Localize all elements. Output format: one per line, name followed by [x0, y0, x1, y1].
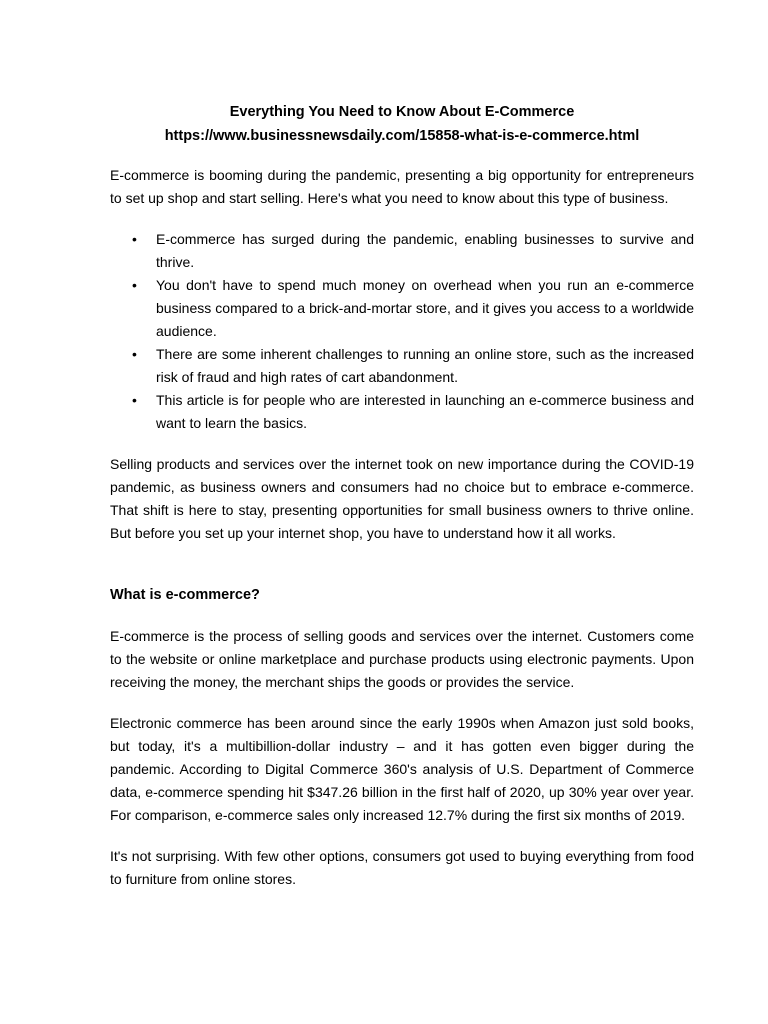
- document-page: [110, 100, 694, 909]
- list-item-text: This article is for people who are interested in launching an e-commerce business and want to learn the basics.: [156, 392, 694, 431]
- covid-paragraph: Selling products and services over the internet took on new importance during the COVID-19 pandemic, as business owners and consumers had no choice but to embrace e-commerce. That shift is here to stay, presenting opportunities for small business owners to thrive online. But before you set up your internet shop, you have to understand how it all works.: [110, 456, 694, 541]
- intro-paragraph: E-commerce is booming during the pandemic, presenting a big opportunity for entrepreneurs to set up shop and start selling. Here's what you need to know about this type of business.: [110, 167, 694, 206]
- section-heading: What is e-commerce?: [110, 587, 260, 603]
- list-item: [110, 228, 694, 274]
- history-paragraph: Electronic commerce has been around since the early 1990s when Amazon just sold books, but today, it's a multibillion-dollar industry – and it has gotten even bigger during the pandemic. According to Digital Commerce 360's analysis of U.S. Department of Commerce data, e-commerce spending hit $347.26 billion in the first half of 2020, up 30% year over year. For comparison, e-commerce sales only increased 12.7% during the first six months of 2019.: [110, 715, 694, 823]
- list-item-text: There are some inherent challenges to running an online store, such as the increased risk of fraud and high rates of cart abandonment.: [156, 346, 694, 385]
- list-item-text: E-commerce has surged during the pandemic, enabling businesses to survive and thrive.: [156, 231, 694, 270]
- consumer-paragraph: It's not surprising. With few other options, consumers got used to buying everything from food to furniture from online stores.: [110, 848, 694, 887]
- list-item: [110, 389, 694, 435]
- key-takeaways-list: [110, 228, 694, 435]
- bullet-icon: •: [132, 277, 137, 293]
- definition-paragraph: E-commerce is the process of selling goods and services over the internet. Customers come to the website or online marketplace and purchase products using electronic payments. Upon receiving the money, the merchant ships the goods or provides the service.: [110, 628, 694, 690]
- list-item: [110, 343, 694, 389]
- bullet-icon: •: [132, 346, 137, 362]
- document-title: Everything You Need to Know About E-Commerce: [229, 104, 575, 120]
- bullet-icon: •: [132, 231, 137, 247]
- bullet-icon: •: [132, 392, 137, 408]
- list-item-text: You don't have to spend much money on overhead when you run an e-commerce business compared to a brick-and-mortar store, and it gives you access to a worldwide audience.: [156, 277, 694, 339]
- source-url: https://www.businessnewsdaily.com/15858-what-is-e-commerce.html: [164, 128, 640, 144]
- list-item: [110, 274, 694, 343]
